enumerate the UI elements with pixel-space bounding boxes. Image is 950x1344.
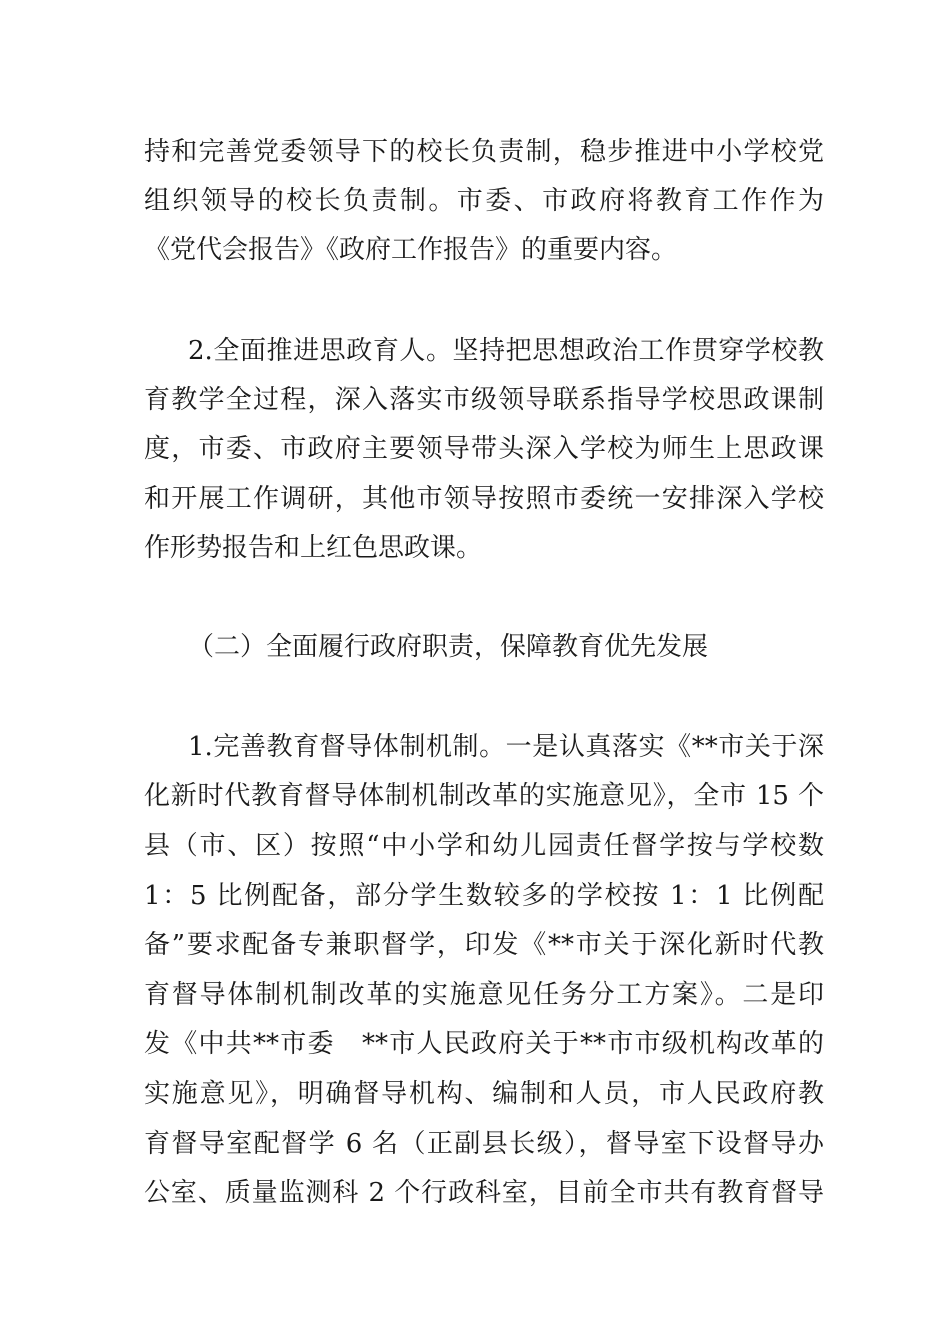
paragraph-line: 1：5 比例配备，部分学生数较多的学校按 1：1 比例配 bbox=[144, 881, 824, 911]
paragraph-line: 备”要求配备专兼职督学，印发《**市关于深化新时代教 bbox=[144, 930, 824, 960]
paragraph-line: 度，市委、市政府主要领导带头深入学校为师生上思政课 bbox=[144, 434, 824, 464]
paragraph-line: 和开展工作调研，其他市领导按照市委统一安排深入学校 bbox=[144, 484, 824, 514]
paragraph-line: 持和完善党委领导下的校长负责制，稳步推进中小学校党 bbox=[144, 137, 824, 167]
paragraph-line: 《党代会报告》《政府工作报告》的重要内容。 bbox=[144, 235, 678, 265]
paragraph-line: 作形势报告和上红色思政课。 bbox=[144, 533, 483, 563]
paragraph-line: 育督导室配督学 6 名（正副县长级），督导室下设督导办 bbox=[144, 1129, 824, 1159]
paragraph-line: 育教学全过程，深入落实市级领导联系指导学校思政课制 bbox=[144, 385, 824, 415]
section-heading: （二）全面履行政府职责，保障教育优先发展 bbox=[188, 632, 709, 662]
paragraph-line: 2.全面推进思政育人。坚持把思想政治工作贯穿学校教 bbox=[188, 336, 824, 366]
paragraph-line: 组织领导的校长负责制。市委、市政府将教育工作作为 bbox=[144, 186, 824, 216]
paragraph-line: 化新时代教育督导体制机制改革的实施意见》，全市 15 个 bbox=[144, 781, 824, 811]
paragraph-line: 公室、质量监测科 2 个行政科室，目前全市共有教育督导 bbox=[144, 1178, 824, 1208]
paragraph-line: 实施意见》，明确督导机构、编制和人员，市人民政府教 bbox=[144, 1079, 824, 1109]
paragraph-line: 1.完善教育督导体制机制。一是认真落实《**市关于深 bbox=[188, 732, 824, 762]
paragraph-line: 育督导体制机制改革的实施意见任务分工方案》。二是印 bbox=[144, 980, 824, 1010]
paragraph-line: 县（市、区）按照“中小学和幼儿园责任督学按与学校数 bbox=[144, 831, 824, 861]
paragraph-line: 发《中共**市委 **市人民政府关于**市市级机构改革的 bbox=[144, 1029, 824, 1059]
